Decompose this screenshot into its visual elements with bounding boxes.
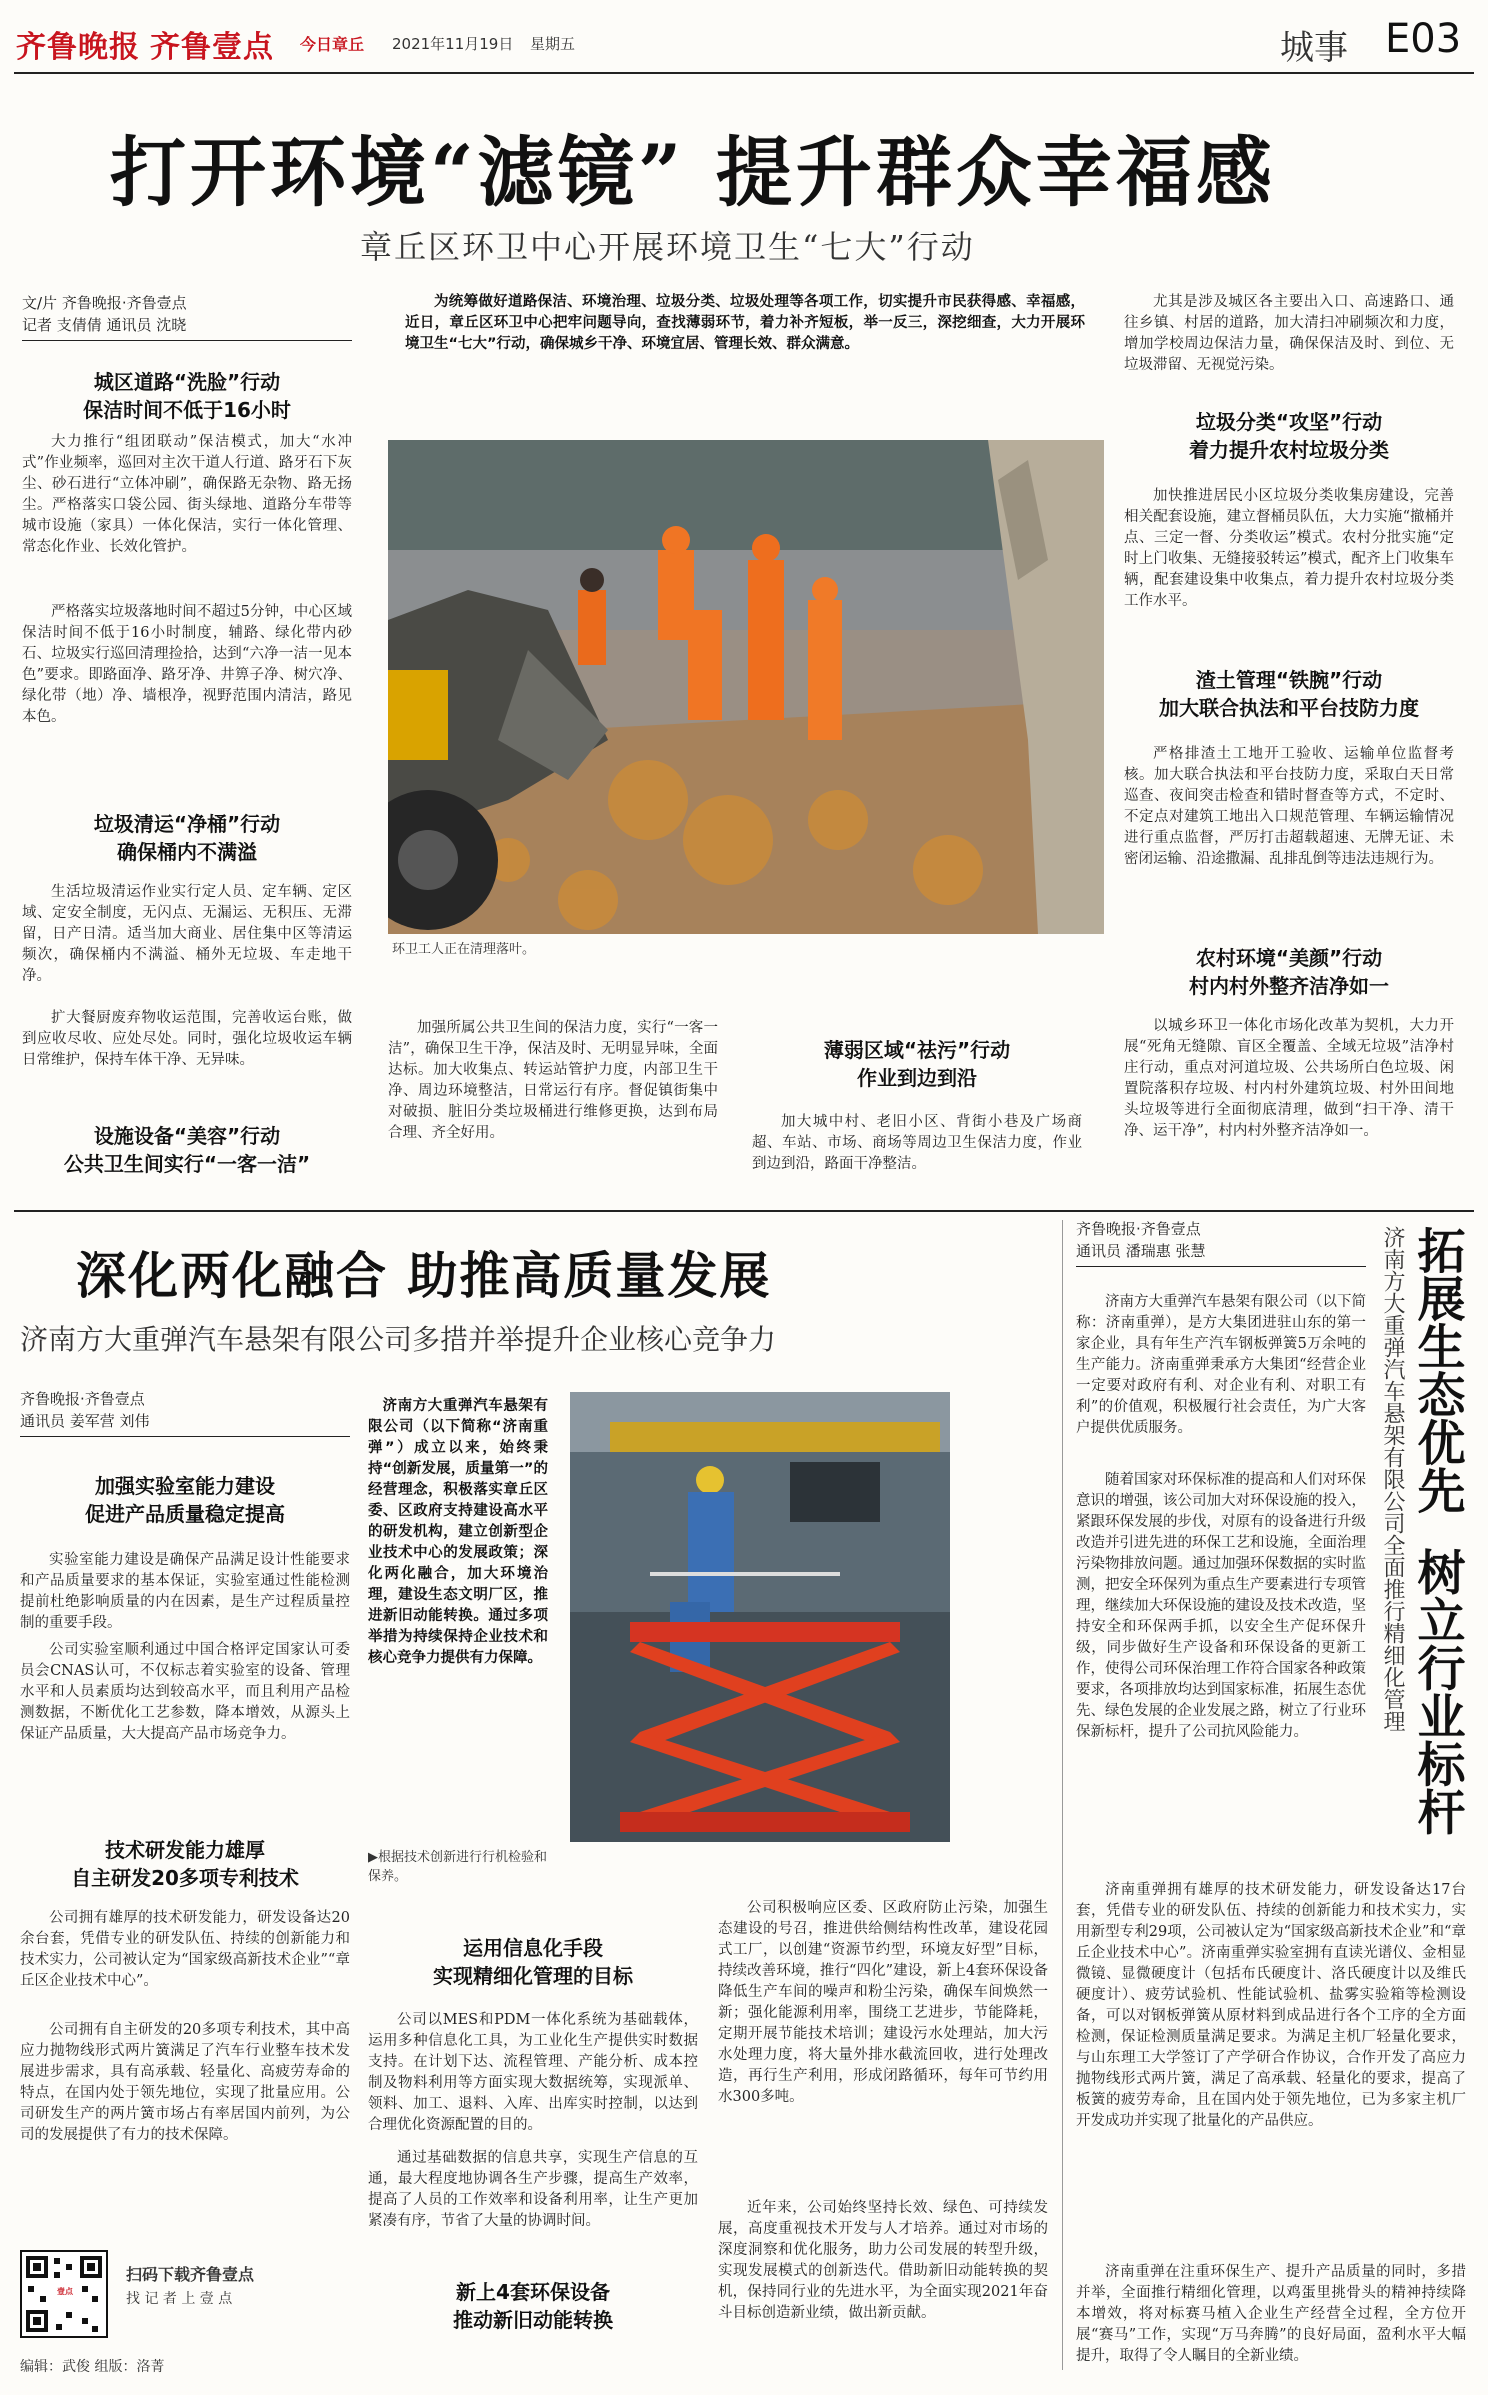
edition-tag: 今日章丘 xyxy=(300,35,365,54)
photo-caption: ▶根据技术创新进行行机检验和保养。 xyxy=(368,1850,547,1884)
article1-lead: 为统筹做好道路保洁、环境治理、垃圾分类、垃圾处理等各项工作，切实提升市民获得感、幸福感，近日，章丘区环卫中心把牢问题导向，查找薄弱环节，着力补齐短板，举一反三，深挖细查，大力开展环境卫生“七大”行动，确保城乡干净、环境宜居、管理长效、群众满意。 xyxy=(405,294,1085,352)
sidebar-byline: 齐鲁晚报·齐鲁壹点 通讯员 潘瑞惠 张慧 xyxy=(1076,1220,1206,1260)
paragraph: 生活垃圾清运作业实行定人员、定车辆、定区域、定安全制度，无闪点、无漏运、无积压、无滞留，日产日清。适当加大商业、居住集中区等清运频次，确保桶内不满溢、桶外无垃圾、车走地干净。 xyxy=(22,884,352,984)
app-logo: 齐鲁壹点 xyxy=(150,30,274,65)
section-title: 城区道路“洗脸”行动 保洁时间不低于16小时 xyxy=(83,370,291,422)
paragraph: 公司拥有雄厚的技术研发能力，研发设备达20余台套，凭借专业的研发队伍、持续的创新能力和技术实力，公司被认定为“国家级高新技术企业”“章丘区企业技术中心”。 xyxy=(20,1910,350,1989)
paragraph: 济南重弹在注重环保生产、提升产品质量的同时，多措并举，全面推行精细化管理，以鸡蛋里挑骨头的精神持续降本增效，将对标赛马植入企业生产经营全过程，全方位开展“赛马”工作，实现“万马奔腾”的良好局面，盈利水平大幅提升，取得了令人瞩目的全新业绩。 xyxy=(1076,2264,1466,2364)
section-title: 薄弱区域“祛污”行动 作业到边到沿 xyxy=(823,1038,1011,1090)
section-title: 渣土管理“铁腕”行动 加大联合执法和平台技防力度 xyxy=(1159,668,1419,720)
article2-lead: 济南方大重弹汽车悬架有限公司（以下简称“济南重弹”）成立以来，始终秉持“创新发展，质量第一”的经营理念，积极落实章丘区委、区政府支持建设高水平的研发机构，建立创新型企业技术中心的发展政策；深化两化融合，加大环境治理，建设生态文明厂区，推进新旧动能转换。通过多项举措为持续保持企业技术和核心竞争力提供有力保障。 xyxy=(368,1398,548,1666)
sanitation-workers-photo xyxy=(388,440,1104,934)
paragraph: 严格排渣土工地开工验收、运输单位监督考核。加大联合执法和平台技防力度，采取白天日常巡查、夜间突击检查和错时督查等方式，不定时、不定点对建筑工地出入口规范管理、车辆运输情况进行重点监督，严厉打击超载超速、无牌无证、未密闭运输、沿途撒漏、乱排乱倒等违法违规行为。 xyxy=(1124,746,1454,867)
paragraph: 济南重弹拥有雄厚的技术研发能力，研发设备达17台套，凭借专业的研发队伍、持续的创新能力和技术实力，实用新型专利29项，公司被认定为“国家级高新技术企业”和“章丘企业技术中心”。济南重弹实验室拥有直读光谱仪、金相显微镜、显微硬度计（包括布氏硬度计、洛氏硬度计以及维氏硬度计）、疲劳试验机、性能试验机、盐雾实验箱等检测设备，可以对钢板弹簧从原材料到成品进行各个工序的全方面检测，保证检测质量满足要求。为满足主机厂轻量化要求，与山东理工大学签订了产学研合作协议，合作开发了高应力抛物线形式两片簧，满足了高承载、轻量化的要求，提高了板簧的疲劳寿命，且在国内处于领先地位，已为多家主机厂开发成功并实现了批量化的产品供应。 xyxy=(1076,1882,1466,2129)
paragraph: 以城乡环卫一体化市场化改革为契机，大力开展“死角无缝隙、盲区全覆盖、全域无垃圾”洁净村庄行动，重点对河道垃圾、公共场所白色垃圾、闲置院落积存垃圾、村内村外建筑垃圾、村外田间地头垃圾等进行全面彻底清理，做到“扫干净、清干净、运干净”，村内村外整齐洁净如一。 xyxy=(1124,1018,1454,1139)
sidebar-subhead: 济南方大重弹汽车悬架有限公司全面推行精细化管理 xyxy=(1380,1226,1405,1732)
article2-headline: 深化两化融合 助推高质量发展 xyxy=(76,1246,772,1305)
page-number: E03 xyxy=(1385,16,1462,62)
article1-subhead: 章丘区环卫中心开展环境卫生“七大”行动 xyxy=(360,228,975,266)
section-title: 加强实验室能力建设 促进产品质量稳定提高 xyxy=(85,1474,285,1526)
qr-caption: 扫码下载齐鲁壹点 xyxy=(126,2265,255,2284)
byline-rule xyxy=(1076,1266,1366,1267)
paragraph: 公司实验室顺利通过中国合格评定国家认可委员会CNAS认可，不仅标志着实验室的设备、管理水平和人员素质均达到较高水平，而且利用产品检测数据，不断优化工艺参数，降本增效，从源头上保证产品质量，大大提高产品市场竞争力。 xyxy=(20,1642,350,1742)
paragraph: 严格落实垃圾落地时间不超过5分钟，中心区域保洁时间不低于16小时制度，辅路、绿化带内砂石、垃圾实行巡回清理捡拾，达到“六净一洁一见本色”要求。即路面净、路牙净、井箅子净、树穴净、绿化带（地）净、墙根净，视野范围内清洁，路见本色。 xyxy=(22,604,352,725)
qr-code[interactable] xyxy=(20,2250,108,2338)
section-name: 城事 xyxy=(1280,28,1348,68)
qr-center-logo: 壹点 xyxy=(57,2287,73,2296)
qr-caption-sub: 找 记 者 上 壹 点 xyxy=(126,2291,233,2307)
issue-weekday: 星期五 xyxy=(530,35,576,53)
byline-rule xyxy=(20,1436,350,1437)
paragraph: 随着国家对环保标准的提高和人们对环保意识的增强，该公司加大对环保设施的投入，紧跟环保发展的步伐，对原有的设备进行升级改造并引进先进的环保工艺和设施，全面治理污染物排放问题。通过加强环保数据的实时监测，把安全环保列为重点生产要素进行专项管理，继续加大环保设施的建设及技术改造，坚持安全和环保两手抓，以安全生产促环保升级，同步做好生产设备和环保设备的更新工作，使得公司环保治理工作符合国家各种政策要求，各项排放均达到国家标准，拓展生态优先、绿色发展的企业发展之路，树立了行业环保新标杆，提升了公司抗风险能力。 xyxy=(1076,1472,1366,1740)
issue-date: 2021年11月19日 xyxy=(392,35,514,53)
section-title: 设施设备“美容”行动 公共卫生间实行“一客一洁” xyxy=(63,1124,311,1176)
paragraph: 通过基础数据的信息共享，实现生产信息的互通，最大程度地协调各生产步骤，提高生产效率，提高了人员的工作效率和设备利用率，让生产更加紧凑有序，节省了大量的协调时间。 xyxy=(368,2150,698,2229)
section-title: 垃圾分类“攻坚”行动 着力提升农村垃圾分类 xyxy=(1189,410,1389,462)
section-title: 农村环境“美颜”行动 村内村外整齐洁净如一 xyxy=(1189,946,1389,998)
masthead-rule xyxy=(14,72,1474,74)
article-divider xyxy=(14,1210,1474,1212)
sidebar-divider xyxy=(1062,1220,1063,2370)
section-title: 新上4套环保设备 推动新旧动能转换 xyxy=(453,2280,613,2332)
paragraph: 尤其是涉及城区各主要出入口、高速路口、通往乡镇、村居的道路，加大清扫冲刷频次和力度，增加学校周边保洁力量，确保保洁及时、到位、无垃圾滞留、无视觉污染。 xyxy=(1124,294,1454,373)
article2-subhead: 济南方大重弹汽车悬架有限公司多措并举提升企业核心竞争力 xyxy=(20,1323,777,1356)
equipment-maintenance-photo xyxy=(570,1392,950,1842)
section-title: 垃圾清运“净桶”行动 确保桶内不满溢 xyxy=(93,812,281,864)
paragraph: 济南方大重弹汽车悬架有限公司（以下简称：济南重弹），是方大集团进驻山东的第一家企业，具有年生产汽车钢板弹簧5万余吨的生产能力。济南重弹秉承方大集团“经营企业一定要对政府有利、对企业有利、对职工有利”的价值观，积极履行社会责任，为广大客户提供优质服务。 xyxy=(1076,1294,1366,1436)
paragraph: 加快推进居民小区垃圾分类收集房建设，完善相关配套设施，建立督桶员队伍，大力实施“撤桶并点、三定一督、分类收运”模式。农村分批实施“定时上门收集、无缝接驳转运”模式，配齐上门收集车辆，配套建设集中收集点，着力提升农村垃圾分类工作水平。 xyxy=(1124,488,1454,609)
paragraph: 近年来，公司始终坚持长效、绿色、可持续发展，高度重视技术开发与人才培养。通过对市场的深度洞察和优化服务，助力公司发展的转型升级，实现发展模式的创新迭代。借助新旧动能转换的契机，保持同行业的先进水平，为全面实现2021年奋斗目标创造新业绩，做出新贡献。 xyxy=(718,2200,1048,2321)
paper-logo: 齐鲁晚报 xyxy=(16,30,140,65)
paragraph: 公司拥有自主研发的20多项专利技术，其中高应力抛物线形式两片簧满足了汽车行业整车技术发展进步需求，具有高承载、轻量化、高疲劳寿命的特点，在国内处于领先地位，实现了批量应用。公司研发生产的两片簧市场占有率居国内前列，为公司的发展提供了有力的技术保障。 xyxy=(20,2022,350,2143)
photo-caption: 环卫工人正在清理落叶。 xyxy=(392,942,536,957)
article1-byline: 文/片 齐鲁晚报·齐鲁壹点 记者 支倩倩 通讯员 沈晓 xyxy=(22,294,187,334)
byline-rule xyxy=(22,340,352,341)
paragraph: 加强所属公共卫生间的保洁力度，实行“一客一洁”，确保卫生干净，保洁及时、无明显异味，全面达标。加大收集点、转运站管护力度，内部卫生干净、周边环境整洁，日常运行有序。督促镇街集中对破损、脏旧分类垃圾桶进行维修更换，达到布局合理、齐全好用。 xyxy=(388,1020,718,1141)
paragraph: 实验室能力建设是确保产品满足设计性能要求和产品质量要求的基本保证，实验室通过性能检测提前杜绝影响质量的内在因素，是生产过程质量控制的重要手段。 xyxy=(20,1552,350,1631)
paragraph: 扩大餐厨废弃物收运范围，完善收运台账，做到应收尽收、应处尽处。同时，强化垃圾收运车辆日常维护，保持车体干净、无异味。 xyxy=(22,1010,352,1068)
article2-byline: 齐鲁晚报·齐鲁壹点 通讯员 姜军营 刘伟 xyxy=(20,1390,150,1430)
paragraph: 公司积极响应区委、区政府防止污染，加强生态建设的号召，推进供给侧结构性改革，建设花园式工厂，以创建“资源节约型，环境友好型”目标，持续改善环境，推行“四化”建设，新上4套环保设备降低生产车间的噪声和粉尘污染，确保车间焕然一新；强化能源利用率，围绕工艺进步，节能降耗，定期开展节能技术培训；建设污水处理站，加大污水处理力度，将大量外排水截流回收，进行处理改造，再行生产利用，形成闭路循环，每年可节约用水300多吨。 xyxy=(718,1900,1048,2105)
article1-headline: 打开环境“滤镜” 提升群众幸福感 xyxy=(110,128,1276,217)
section-title: 技术研发能力雄厚 自主研发20多项专利技术 xyxy=(71,1838,299,1890)
paragraph: 加大城中村、老旧小区、背街小巷及广场商超、车站、市场、商场等周边卫生保洁力度，作业到边到沿，路面干净整洁。 xyxy=(752,1114,1082,1172)
paragraph: 大力推行“组团联动”保洁模式，加大“水冲式”作业频率，巡回对主次干道人行道、路牙石下灰尘、砂石进行“立体冲刷”，确保路无杂物、路无扬尘。严格落实口袋公园、街头绿地、道路分车带等城市设施（家具）一体化保洁，实行一体化管理、常态化作业、长效化管护。 xyxy=(22,434,352,555)
sidebar-headline: 拓展生态优先 树立行业标杆 xyxy=(1409,1226,1465,1836)
paragraph: 公司以MES和PDM一体化系统为基础载体，运用多种信息化工具，为工业化生产提供实时数据支持。在计划下达、流程管理、产能分析、成本控制及物料利用等方面实现大数据统筹，实现派单、领料、加工、退料、入库、出库实时控制，以达到合理优化资源配置的目的。 xyxy=(368,2012,698,2133)
editor-credit: 编辑：武俊 组版：洛菁 xyxy=(20,2359,165,2375)
section-title: 运用信息化手段 实现精细化管理的目标 xyxy=(433,1936,633,1988)
